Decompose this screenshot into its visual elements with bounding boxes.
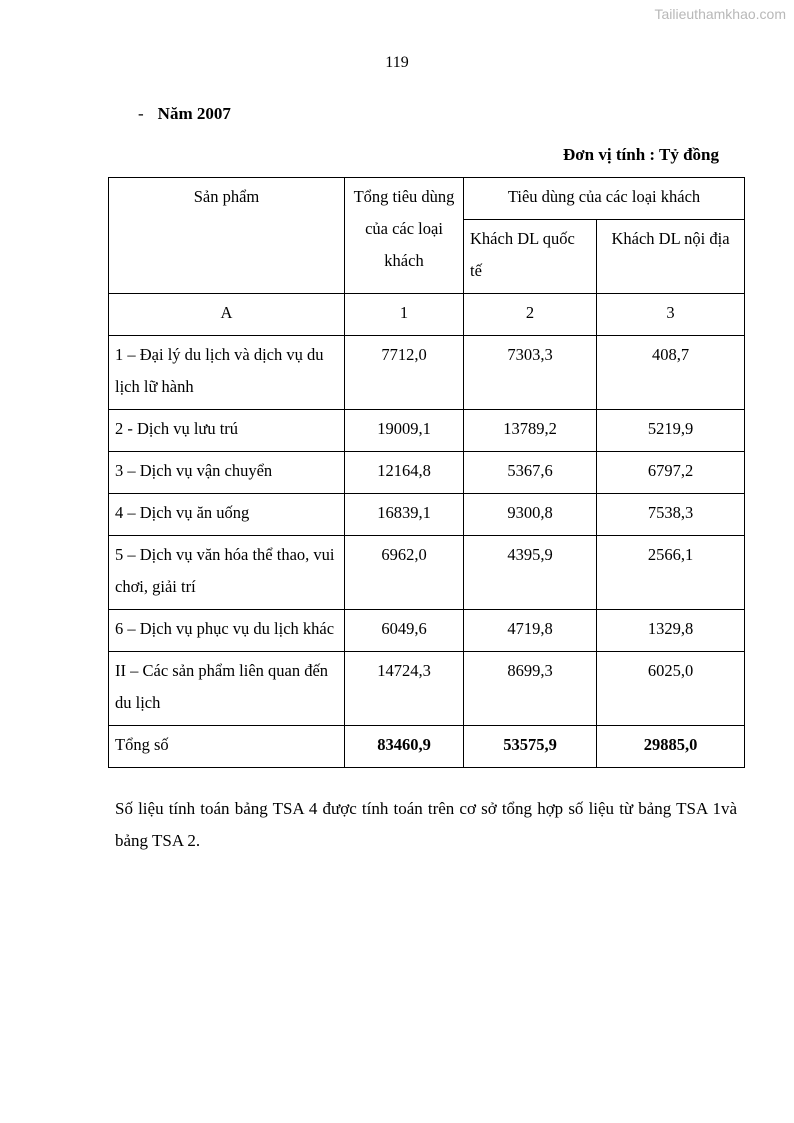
row-international: 7303,3 bbox=[464, 336, 597, 410]
header-international: Khách DL quốc tế bbox=[464, 220, 597, 294]
table-row bbox=[109, 652, 745, 726]
table-row bbox=[109, 536, 745, 610]
page-number: 119 bbox=[385, 54, 409, 71]
row-international: 9300,8 bbox=[464, 494, 597, 536]
row-domestic: 1329,8 bbox=[597, 610, 745, 652]
row-total: 14724,3 bbox=[345, 652, 464, 726]
row-international: 4719,8 bbox=[464, 610, 597, 652]
row-total: 7712,0 bbox=[345, 336, 464, 410]
row-total: 19009,1 bbox=[345, 410, 464, 452]
header-group: Tiêu dùng của các loại khách bbox=[464, 178, 745, 220]
consumption-table bbox=[108, 177, 745, 768]
row-domestic: 5219,9 bbox=[597, 410, 745, 452]
row-international: 5367,6 bbox=[464, 452, 597, 494]
row-label: 6 – Dịch vụ phục vụ du lịch khác bbox=[109, 610, 345, 652]
row-label: 1 – Đại lý du lịch và dịch vụ du lịch lữ hành bbox=[109, 336, 345, 410]
total-domestic: 29885,0 bbox=[597, 726, 745, 768]
header-row bbox=[109, 178, 745, 220]
header-total-consumption: Tổng tiêu dùng của các loại khách bbox=[345, 178, 464, 294]
header-product: Sản phẩm bbox=[109, 178, 345, 294]
row-total: 12164,8 bbox=[345, 452, 464, 494]
row-domestic: 2566,1 bbox=[597, 536, 745, 610]
table-row bbox=[109, 452, 745, 494]
index-cell: A bbox=[109, 294, 345, 336]
row-total: 16839,1 bbox=[345, 494, 464, 536]
total-international: 53575,9 bbox=[464, 726, 597, 768]
row-international: 13789,2 bbox=[464, 410, 597, 452]
row-domestic: 408,7 bbox=[597, 336, 745, 410]
row-total: 6049,6 bbox=[345, 610, 464, 652]
section-heading bbox=[138, 104, 231, 124]
row-domestic: 6797,2 bbox=[597, 452, 745, 494]
heading-text: Năm 2007 bbox=[157, 104, 231, 123]
heading-dash: - bbox=[138, 104, 144, 123]
row-international: 8699,3 bbox=[464, 652, 597, 726]
table-row bbox=[109, 494, 745, 536]
watermark: Tailieuthamkhao.com bbox=[654, 6, 786, 22]
table-row bbox=[109, 410, 745, 452]
index-cell: 1 bbox=[345, 294, 464, 336]
unit-label: Đơn vị tính : Tỷ đồng bbox=[562, 145, 719, 164]
row-label: 3 – Dịch vụ vận chuyển bbox=[109, 452, 345, 494]
index-cell: 2 bbox=[464, 294, 597, 336]
row-label: 2 - Dịch vụ lưu trú bbox=[109, 410, 345, 452]
index-row bbox=[109, 294, 745, 336]
row-domestic: 6025,0 bbox=[597, 652, 745, 726]
row-label: 5 – Dịch vụ văn hóa thể thao, vui chơi, giải trí bbox=[109, 536, 345, 610]
index-cell: 3 bbox=[597, 294, 745, 336]
total-label: Tổng số bbox=[109, 726, 345, 768]
header-domestic: Khách DL nội địa bbox=[597, 220, 745, 294]
table-row bbox=[109, 336, 745, 410]
row-label: 4 – Dịch vụ ăn uống bbox=[109, 494, 345, 536]
total-row bbox=[109, 726, 745, 768]
row-domestic: 7538,3 bbox=[597, 494, 745, 536]
total-sum: 83460,9 bbox=[345, 726, 464, 768]
row-total: 6962,0 bbox=[345, 536, 464, 610]
row-international: 4395,9 bbox=[464, 536, 597, 610]
footnote-paragraph: Số liệu tính toán bảng TSA 4 được tính toán trên cơ sở tổng hợp số liệu từ bảng TSA 1và bảng TSA 2. bbox=[115, 799, 737, 850]
table-row bbox=[109, 610, 745, 652]
row-label: II – Các sản phẩm liên quan đến du lịch bbox=[109, 652, 345, 726]
